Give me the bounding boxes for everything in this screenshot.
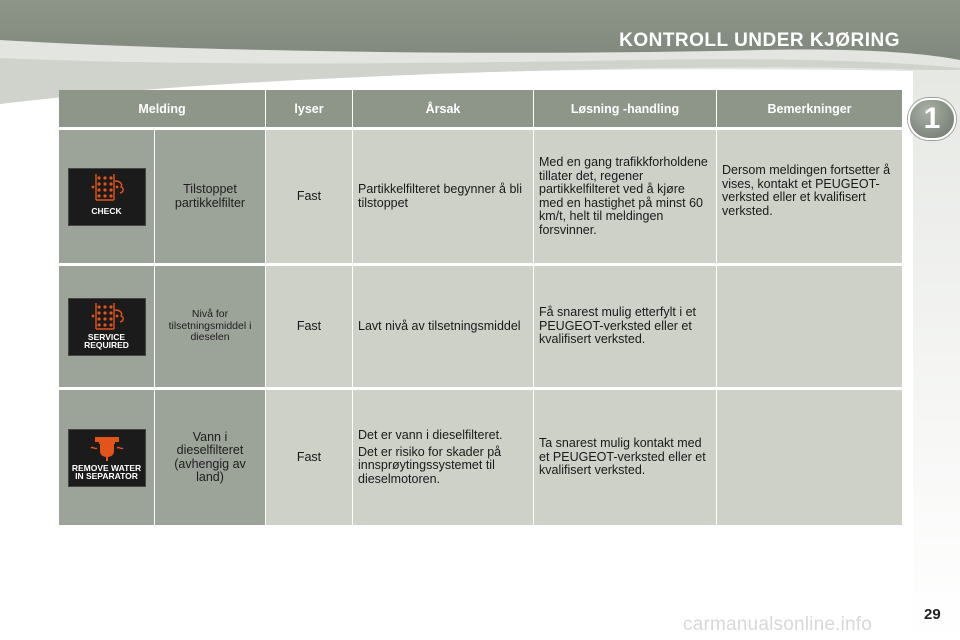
table-row — [59, 266, 902, 387]
solution-text: Ta snarest mulig kontakt med et PEUGEOT-verksted eller et kvalifisert verksted. — [534, 390, 716, 525]
cause-text — [353, 266, 533, 387]
column-header-bemerkninger: Bemerkninger — [717, 90, 902, 127]
lights-value: Fast — [266, 130, 352, 263]
service-required-icon — [68, 298, 146, 356]
solution-text: Med en gang trafikkforholdene tillater det, regener partikkelfilteret ved å kjøre med en hastighet på minst 60 km/t, helt til meldingen forsvinner. — [534, 130, 716, 263]
cause-text — [353, 390, 533, 525]
cause-text — [353, 130, 533, 263]
warning-icon-label: REMOVE WATER IN SEPARATOR — [71, 462, 142, 482]
water-in-fuel-icon — [68, 429, 146, 487]
page-title: KONTROLL UNDER KJØRING — [619, 30, 900, 51]
message-name: Nivå for tilsetningsmiddel i dieselen — [155, 266, 265, 387]
side-strip — [913, 70, 960, 640]
message-name: Tilstoppet partikkelfilter — [155, 130, 265, 263]
warning-icon-cell — [59, 266, 154, 387]
lights-value: Fast — [266, 390, 352, 525]
warning-icon-label: CHECK — [91, 205, 122, 216]
particle-filter-check-icon — [68, 168, 146, 226]
particle-filter-icon — [87, 173, 127, 207]
cause-paragraph: Det er vann i dieselfilteret. — [358, 428, 503, 442]
message-name: Vann i dieselfilteret (avhengig av land) — [155, 390, 265, 525]
cause-paragraph: Lavt nivå av tilsetningsmiddel — [358, 318, 521, 333]
warning-icon-label: SERVICE REQUIRED — [84, 331, 129, 351]
column-header-arsak: Årsak — [353, 90, 533, 127]
column-header-losning: Løsning -handling — [534, 90, 716, 127]
remarks-text — [717, 390, 902, 525]
table-header — [59, 90, 902, 127]
cause-paragraph: Det er risiko for skader på innsprøytingssystemet til dieselmotoren. — [358, 444, 502, 486]
particle-filter-icon — [87, 303, 127, 333]
warning-icon-cell — [59, 130, 154, 263]
warnings-table — [59, 90, 902, 525]
table-row — [59, 130, 902, 263]
column-header-melding: Melding — [59, 90, 265, 127]
column-header-lyser: lyser — [266, 90, 352, 127]
watermark[interactable]: carmanualsonline.info — [683, 614, 873, 635]
chapter-badge: 1 — [908, 98, 956, 140]
remarks-text — [717, 266, 902, 387]
cause-paragraph: Partikkelfilteret begynner å bli tilstoppet — [358, 182, 522, 210]
remarks-text: Dersom meldingen fortsetter å vises, kontakt et PEUGEOT-verksted eller et kvalifisert verksted. — [717, 130, 902, 263]
page-number: 29 — [924, 606, 941, 623]
table-row — [59, 390, 902, 525]
water-separator-icon — [87, 434, 127, 464]
lights-value: Fast — [266, 266, 352, 387]
warning-icon-cell — [59, 390, 154, 525]
solution-text: Få snarest mulig etterfylt i et PEUGEOT-verksted eller et kvalifisert verksted. — [534, 266, 716, 387]
